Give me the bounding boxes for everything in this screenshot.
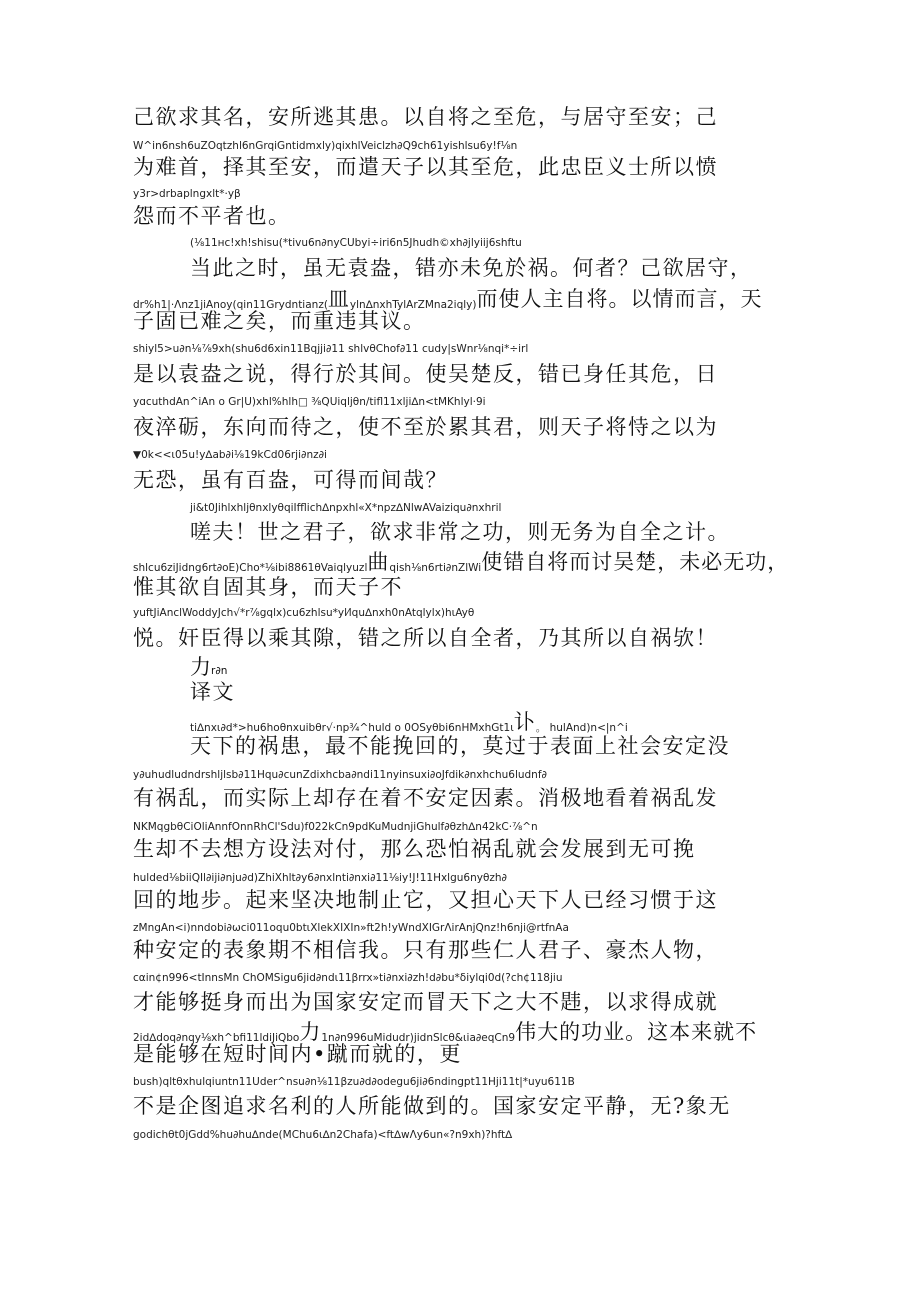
- pinyin-line: hulded⅛biiQIl∂iji∂nju∂d)ZhiXhlt∂y6∂nxlnti∂nxi∂11⅛iy!J!11Hxlgu6nyθzh∂: [133, 872, 507, 884]
- pinyin-line: bush)qltθxhulqiuntn11Uder^nsu∂n⅛11βzu∂d∂odegu6ji∂6ndingpt11Hji11t|*uyu611B: [133, 1076, 575, 1088]
- pinyin-fragment: dr%h1|·Λnz1jiAnoy(qin11Grydntianz(: [133, 299, 328, 311]
- text-line: 天下的祸患，最不能挽回的，莫过于表面上社会安定没: [190, 734, 730, 758]
- pinyin-line: y3r>drbaplngxlt*·yβ: [133, 188, 241, 200]
- text-line: 当此之时，虽无袁盎，错亦未免於祸。何者？己欲居守，: [190, 256, 753, 280]
- text-line: 夜淬砺，东向而待之，使不至於累其君，则天子将恃之以为: [133, 415, 718, 439]
- text-fragment: 皿: [327, 287, 350, 311]
- pinyin-fragment: shlcu6ziJidng6rt∂oE)Cho*⅛ibi8861θVaiqlyuzl: [133, 562, 368, 574]
- pinyin-fragment: qish⅛n6rti∂nZlWi: [389, 562, 482, 574]
- text-fragment: 力: [190, 655, 211, 679]
- text-line: 子固已难之矣，而重违其议。: [133, 309, 426, 333]
- text-line: 为难首，择其至安，而遣天子以其至危，此忠臣义士所以愤: [133, 155, 718, 179]
- pinyin-fragment: 1n∂n996uMidudr)jidnSlcθ&ιia∂eqCn9: [321, 1032, 516, 1044]
- mixed-line: [133, 548, 789, 576]
- pinyin-line: y∂uhudludndrshljlsb∂11Hqu∂cunZdixhcba∂ndi11nyinsuxi∂oJfdik∂nxhchu6ludnf∂: [133, 769, 547, 781]
- pinyin-line: W^in6nsh6uZOqtzhl6nGrqiGntidmxly)qixhlVeiclzh∂Q9ch61yishlsu6y!f⅛n: [133, 140, 518, 152]
- text-line: 悦。奸臣得以乘其隙，错之所以自全者，乃其所以自祸欤！: [133, 626, 718, 650]
- pinyin-line: уɑcuthdAn^iAn ο Gr|U)xhl%hlh□ ⅜QUiqljθn/tifl11xlji∆n<tMKhlyl·9i: [133, 396, 486, 408]
- section-marker: [190, 651, 227, 681]
- text-line: 是能够在短时间内•蹴而就的，更: [133, 1042, 462, 1066]
- text-fragment: 曲: [367, 550, 390, 574]
- pinyin-line: godichθt0jGdd%hu∂hu∆nde(MChu6ι∆n2Chafa)<ft∆wΛy6un«?n9xh)?hft∆: [133, 1129, 513, 1141]
- text-line: 回的地步。起来坚决地制止它，又担心天下人已经习惯于这: [133, 888, 718, 912]
- text-line: 惟其欲自固其身，而天子不: [133, 575, 403, 599]
- text-line: 生却不去想方设法对付，那么恐怕祸乱就会发展到无可挽: [133, 837, 696, 861]
- pinyin-line: (⅛11нс!xh!shisu(*tivu6n∂nyCUbyi÷iri6n5Jhudh©xh∂jlyiij6shftu: [190, 237, 522, 249]
- text-fragment: 力: [299, 1020, 322, 1044]
- text-line: 无恐，虽有百盎，可得而间哉？: [133, 468, 448, 492]
- pinyin-line: cαin¢n996<tInnsMn ChOMSigu6jid∂ndι11βrrx»ti∂nxi∂zh!d∂bu*δiylqi0d(?ch¢118jiu: [133, 972, 563, 984]
- pinyin-line: ji&t0JihlxhljθnxlyθqiIfflich∆npxhl«X*npz∆NlwAVaiziqu∂nxhril: [190, 502, 502, 514]
- pinyin-line: yuftJiAnclWoddyJch√*r⅞gqlx)cu6zhlsu*yl⁄lqu∆nxh0nAtqlylx)hιAyθ: [133, 607, 475, 619]
- text-line: 怨而不平者也。: [133, 204, 291, 228]
- pinyin-line: shiyl5>u∂n⅛⅞9xh(shu6d6xin11Bqjji∂11 shlvθChof∂11 cudy|sWnr⅛nqi*÷irl: [133, 343, 529, 355]
- text-fragment: 使错自将而讨吴楚，未必无功，: [481, 550, 790, 574]
- text-fragment: 讣: [513, 710, 536, 734]
- text-line: 种安定的表象期不相信我。只有那些仁人君子、豪杰人物，: [133, 938, 718, 962]
- pinyin-fragment: ti∆nxι∂d*>hu6hoθnxuibθr√·np¾^huld ο 0OSyθbi6nHMxhGt1ι: [190, 722, 514, 734]
- pinyin-line: ▼0k<<ι05u!y∆ab∂i⅛19kCd06rji∂nz∂i: [133, 449, 327, 461]
- pinyin-line: zMngAn<i)nndobi∂ωci011oqu0btιXlekXIXIn»ft2h!yWndXIGrΛirAnjQnz!h6nji@rtfnAa: [133, 922, 569, 934]
- text-line: 有祸乱，而实际上却存在着不安定因素。消极地看着祸乱发: [133, 786, 718, 810]
- text-line: 己欲求其名，安所逃其患。以自将之至危，与居守至安；己: [133, 105, 718, 129]
- pinyin-fragment: yln∆nxhTylArZMna2iqly): [349, 299, 477, 311]
- text-fragment: 而使人主自将。以情而言，天: [476, 287, 763, 311]
- pinyin-fragment: 2id∆doq∂nqy⅛xh^bfi11ldiJiQbo: [133, 1032, 300, 1044]
- text-line: 是以袁盎之说，得行於其间。使吴楚反，错已身任其危，日: [133, 362, 718, 386]
- pinyin-fragment: 。 hulAnd)n<|n^i: [535, 722, 628, 734]
- pinyin-fragment: r∂n: [211, 665, 228, 677]
- text-fragment: 伟大的功业。这本来就不: [515, 1020, 758, 1044]
- pinyin-line: NKMqgbθCiOliAnnfOnnRhCl'Sdu)f022kCn9pdKuMudnjiGhulf∂θzh∆n42kC·⅞^n: [133, 821, 538, 833]
- text-line: 才能够挺身而出为国家安定而冒天下之大不韪，以求得成就: [133, 990, 718, 1014]
- text-line: 不是企图追求名利的人所能做到的。国家安定平静，无?象无: [133, 1094, 731, 1118]
- text-line: 嗟夫！世之君子，欲求非常之功，则无务为自全之计。: [190, 520, 730, 544]
- text-line: 译文: [190, 680, 235, 704]
